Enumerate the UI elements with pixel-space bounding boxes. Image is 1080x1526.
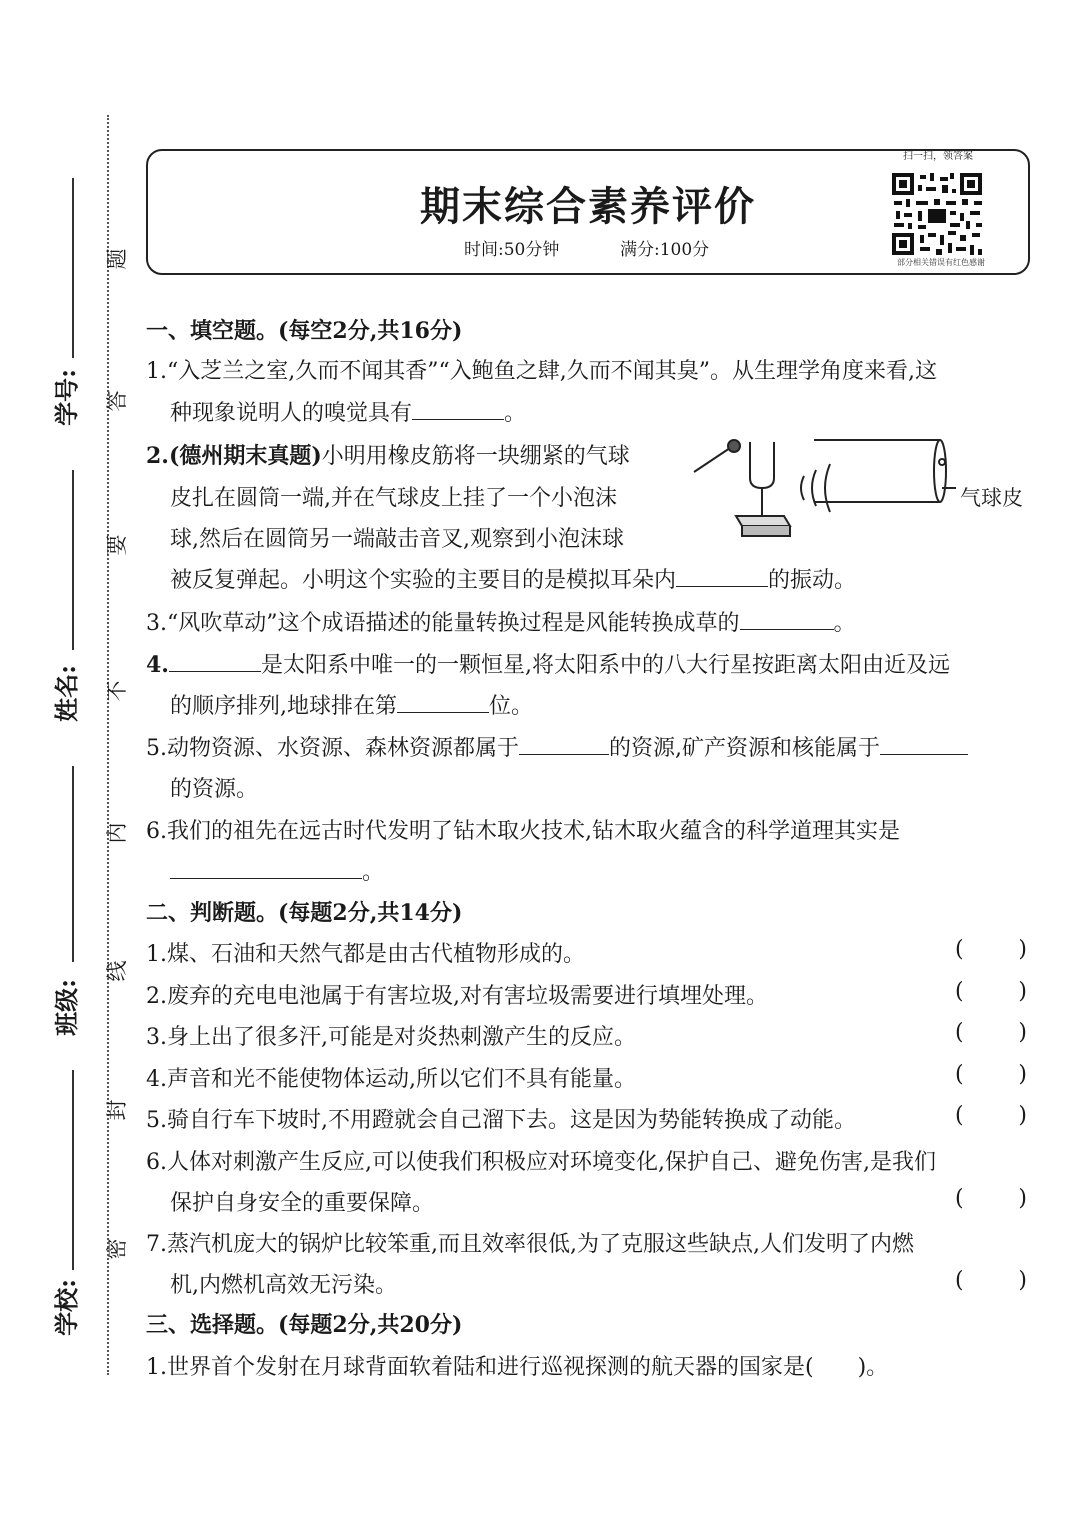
answer-blank[interactable]: [397, 690, 489, 713]
fill-question-6-cont: 。: [170, 855, 384, 886]
school-line[interactable]: [72, 1070, 74, 1270]
school-label: 学校:: [51, 1279, 81, 1336]
exam-title: 期末综合素养评价: [420, 183, 756, 230]
seal-char: 线: [105, 960, 129, 982]
judge-question-1: 1.煤、石油和天然气都是由古代植物形成的。: [146, 942, 585, 967]
answer-parentheses[interactable]: ( ): [955, 1186, 1027, 1211]
seal-char: 题: [105, 248, 129, 270]
fill-question-4: 4. 是太阳系中唯一的一颗恒星,将太阳系中的八大行星按距离太阳由近及远: [146, 648, 950, 679]
answer-blank[interactable]: [169, 649, 261, 672]
answer-blank[interactable]: [740, 607, 834, 630]
judge-question-7-cont: 机,内燃机高效无污染。: [170, 1273, 397, 1298]
answer-parentheses[interactable]: ( ): [955, 937, 1027, 962]
fill-question-4-cont: 的顺序排列,地球排在第 位。: [170, 689, 533, 720]
exam-header: [146, 149, 1030, 275]
judge-question-3: 3.身上出了很多汗,可能是对炎热刺激产生的反应。: [146, 1025, 636, 1050]
judge-question-6-cont: 保护自身安全的重要保障。: [170, 1191, 435, 1216]
balloon-skin-label: 气球皮: [960, 486, 1023, 510]
class-line[interactable]: [72, 766, 74, 962]
fill-question-2-line4: 被反复弹起。小明这个实验的主要目的是模拟耳朵内 的振动。: [170, 563, 856, 594]
answer-blank[interactable]: [676, 564, 768, 587]
student-id-line[interactable]: [72, 178, 74, 358]
binding-dotted-line: [107, 115, 109, 1375]
fill-question-1-cont: 种现象说明人的嗅觉具有 。: [170, 396, 526, 427]
seal-char: 封: [105, 1099, 129, 1121]
fill-question-2-line2: 皮扎在圆筒一端,并在气球皮上挂了一个小泡沫: [170, 486, 617, 511]
answer-blank[interactable]: [170, 856, 362, 879]
section3-heading: 三、选择题。(每题2分,共20分): [146, 1312, 463, 1338]
exam-score: 满分:100分: [620, 240, 710, 260]
seal-char: 不: [105, 680, 129, 702]
name-line[interactable]: [72, 470, 74, 650]
answer-parentheses[interactable]: ( ): [955, 1103, 1027, 1128]
seal-char: 答: [105, 390, 129, 412]
seal-char: 内: [105, 822, 129, 844]
answer-blank[interactable]: [880, 732, 968, 755]
answer-parentheses[interactable]: ( ): [955, 1020, 1027, 1045]
answer-parentheses[interactable]: ( ): [955, 1062, 1027, 1087]
judge-question-2: 2.废弃的充电电池属于有害垃圾,对有害垃圾需要进行填埋处理。: [146, 984, 768, 1009]
qr-code-icon[interactable]: [890, 171, 984, 257]
tuning-fork-experiment-figure: [686, 432, 956, 552]
judge-question-5: 5.骑自行车下坡时,不用蹬就会自己溜下去。这是因为势能转换成了动能。: [146, 1108, 856, 1133]
fill-question-3: 3.“风吹草动”这个成语描述的能量转换过程是风能转换成草的 。: [146, 606, 856, 637]
student-id-label: 学号:: [51, 369, 81, 426]
section1-heading: 一、填空题。(每空2分,共16分): [146, 318, 463, 344]
section2-heading: 二、判断题。(每题2分,共14分): [146, 900, 463, 926]
class-label: 班级:: [51, 979, 81, 1036]
fill-question-5-cont: 的资源。: [170, 777, 259, 802]
seal-char: 要: [105, 534, 129, 556]
name-label: 姓名:: [51, 665, 81, 722]
seal-char: 密: [105, 1238, 129, 1260]
choice-question-1: 1.世界首个发射在月球背面软着陆和进行巡视探测的航天器的国家是( )。: [146, 1355, 889, 1380]
answer-blank[interactable]: [412, 397, 504, 420]
qr-caption-bottom: 部分相关错误有红色感谢: [897, 258, 985, 267]
exam-time: 时间:50分钟: [464, 240, 560, 260]
fill-question-2: 2.(德州期末真题)小明用橡皮筋将一块绷紧的气球: [146, 443, 630, 469]
fill-question-6: 6.我们的祖先在远古时代发明了钻木取火技术,钻木取火蕴含的科学道理其实是: [146, 819, 900, 844]
fill-question-2-line3: 球,然后在圆筒另一端敲击音叉,观察到小泡沫球: [170, 527, 624, 552]
judge-question-6: 6.人体对刺激产生反应,可以使我们积极应对环境变化,保护自己、避免伤害,是我们: [146, 1150, 936, 1175]
judge-question-4: 4.声音和光不能使物体运动,所以它们不具有能量。: [146, 1067, 636, 1092]
fill-question-1: 1.“入芝兰之室,久而不闻其香”“入鲍鱼之肆,久而不闻其臭”。从生理学角度来看,这: [146, 359, 937, 384]
answer-blank[interactable]: [519, 732, 609, 755]
answer-parentheses[interactable]: ( ): [955, 979, 1027, 1004]
judge-question-7: 7.蒸汽机庞大的锅炉比较笨重,而且效率很低,为了克服这些缺点,人们发明了内燃: [146, 1232, 914, 1257]
qr-caption-top: 扫一扫，领答案: [903, 151, 973, 162]
answer-parentheses[interactable]: ( ): [955, 1268, 1027, 1293]
fill-question-5: 5.动物资源、水资源、森林资源都属于 的资源,矿产资源和核能属于: [146, 731, 968, 762]
